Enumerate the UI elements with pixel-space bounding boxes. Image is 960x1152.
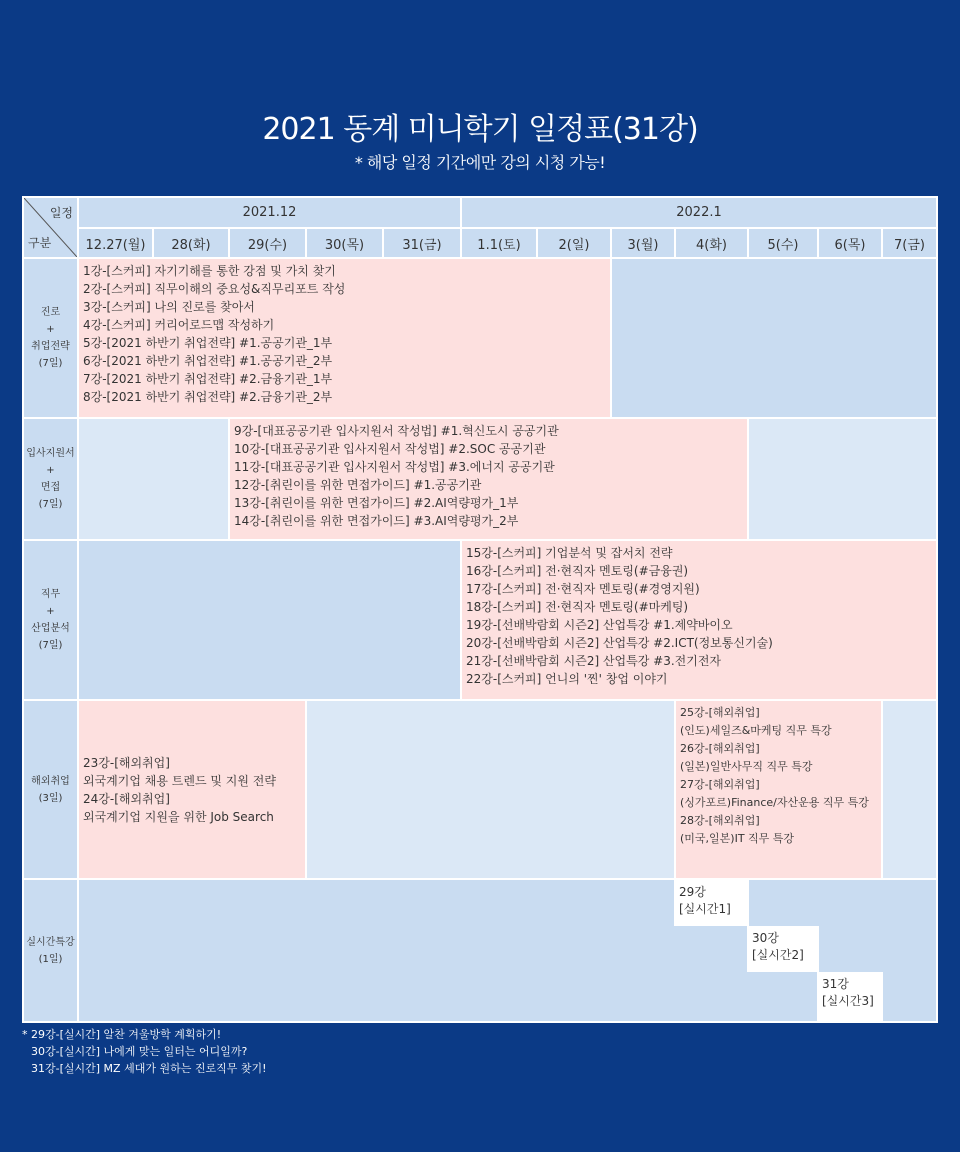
lecture-item: 4강-[스커피] 커리어로드맵 작성하기	[83, 318, 275, 332]
empty-period	[749, 419, 936, 539]
footnote-line: 31강-[실시간] MZ 세대가 원하는 진로직무 찾기!	[31, 1062, 267, 1075]
lecture-block-overseas-a	[79, 701, 305, 878]
lecture-item: 27강-[해외취업]	[680, 778, 760, 791]
lecture-item: 10강-[대표공공기관 입사지원서 작성법] #2.SOC 공공기관	[234, 442, 546, 456]
row-label-industry: 직무 + 산업분석 (7일)	[24, 541, 77, 699]
live-lecture-31: 31강 [실시간3]	[817, 972, 883, 1021]
lecture-item: 28강-[해외취업]	[680, 814, 760, 827]
lecture-item: 3강-[스커피] 나의 진로를 찾아서	[83, 300, 255, 314]
page-title: 2021 동계 미니학기 일정표(31강)	[262, 112, 698, 147]
lecture-item: 2강-[스커피] 직무이해의 중요성&직무리포트 작성	[83, 282, 346, 296]
lecture-item: 외국계기업 채용 트렌드 및 지원 전략	[83, 773, 276, 788]
row-label-overseas: 해외취업 (3일)	[24, 701, 77, 878]
lecture-item: 13강-[취린이를 위한 면접가이드] #2.AI역량평가_1부	[234, 496, 519, 510]
lecture-item: 21강-[선배박람회 시즌2] 산업특강 #3.전기전자	[466, 654, 722, 668]
lecture-item: 7강-[2021 하반기 취업전략] #2.금융기관_1부	[83, 372, 333, 386]
lecture-item: 19강-[선배박람회 시즌2] 산업특강 #1.제약바이오	[466, 618, 733, 632]
lecture-item: 8강-[2021 하반기 취업전략] #2.금융기관_2부	[83, 390, 333, 404]
lecture-block-industry	[462, 541, 936, 699]
month-2022-1: 2022.1	[462, 198, 936, 227]
footnote-line: * 29강-[실시간] 알찬 겨울방학 계획하기!	[22, 1028, 222, 1041]
day-header: 6(목)	[819, 229, 881, 257]
lecture-item: 25강-[해외취업]	[680, 706, 760, 719]
empty-period	[79, 541, 460, 699]
lecture-item: 1강-[스커피] 자기기해를 통한 강점 및 가치 찾기	[83, 264, 336, 278]
lecture-item: 5강-[2021 하반기 취업전략] #1.공공기관_1부	[83, 336, 333, 350]
row-label-career: 진로 + 취업전략 (7일)	[24, 259, 77, 417]
lecture-block-application	[230, 419, 747, 539]
lecture-item: 9강-[대표공공기관 입사지원서 작성법] #1.혁신도시 공공기관	[234, 424, 559, 438]
day-header: 31(금)	[384, 229, 460, 257]
lecture-item: 22강-[스커피] 언니의 '찐' 창업 이야기	[466, 672, 668, 686]
lecture-item: 23강-[해외취업]	[83, 755, 170, 770]
day-header: 3(월)	[612, 229, 674, 257]
lecture-item: (싱가포르)Finance/자산운용 직무 특강	[680, 796, 869, 809]
day-header: 29(수)	[230, 229, 305, 257]
empty-period	[883, 701, 936, 878]
live-lecture-30: 30강 [실시간2]	[747, 926, 819, 972]
row-label-live: 실시간특강 (1일)	[24, 880, 77, 1021]
lecture-item: 외국계기업 지원을 위한 Job Search	[83, 809, 274, 824]
empty-period	[79, 419, 228, 539]
page-subtitle: * 해당 일정 기간에만 강의 시청 가능!	[354, 153, 606, 172]
day-header: 1.1(토)	[462, 229, 536, 257]
schedule-table	[22, 196, 938, 1023]
lecture-item: 12강-[취린이를 위한 면접가이드] #1.공공기관	[234, 478, 482, 492]
day-header: 2(일)	[538, 229, 610, 257]
lecture-item: 20강-[선배박람회 시즌2] 산업특강 #2.ICT(정보통신기술)	[466, 636, 773, 650]
lecture-item: 17강-[스커피] 전·현직자 멘토링(#경영지원)	[466, 582, 700, 596]
lecture-item: 6강-[2021 하반기 취업전략] #1.공공기관_2부	[83, 354, 333, 368]
day-header: 12.27(월)	[79, 229, 152, 257]
corner-schedule-label: 일정	[49, 206, 73, 220]
lecture-item: 11강-[대표공공기관 입사지원서 작성법] #3.에너지 공공기관	[234, 460, 555, 474]
footnotes	[22, 1026, 266, 1077]
day-header: 7(금)	[883, 229, 936, 257]
lecture-item: 15강-[스커피] 기업분석 및 잡서치 전략	[466, 546, 673, 560]
corner-category-label: 구분	[28, 236, 52, 250]
day-header: 28(화)	[154, 229, 228, 257]
empty-period	[307, 701, 674, 878]
lecture-item: 18강-[스커피] 전·현직자 멘토링(#마케팅)	[466, 600, 689, 614]
footnote-line: 30강-[실시간] 나에게 맞는 일터는 어디일까?	[31, 1045, 248, 1058]
row-label-application: 입사지원서 + 면접 (7일)	[24, 419, 77, 539]
lecture-item: 14강-[취린이를 위한 면접가이드] #3.AI역량평가_2부	[234, 514, 519, 528]
lecture-item: 24강-[해외취업]	[83, 791, 170, 806]
lecture-item: (인도)세일즈&마케팅 직무 특강	[680, 724, 832, 737]
lecture-block-overseas-b	[676, 701, 881, 878]
day-header: 5(수)	[749, 229, 817, 257]
day-header: 4(화)	[676, 229, 747, 257]
lecture-item: (일본)일반사무직 직무 특강	[680, 760, 813, 773]
header-corner	[24, 198, 77, 257]
lecture-block-career	[79, 259, 610, 417]
month-2021-12: 2021.12	[79, 198, 460, 227]
lecture-item: 16강-[스커피] 전·현직자 멘토링(#금융권)	[466, 564, 689, 578]
live-lecture-29: 29강 [실시간1]	[674, 880, 749, 926]
lecture-item: (미국,일본)IT 직무 특강	[680, 832, 795, 845]
empty-period	[612, 259, 936, 417]
lecture-item: 26강-[해외취업]	[680, 742, 760, 755]
day-header: 30(목)	[307, 229, 382, 257]
